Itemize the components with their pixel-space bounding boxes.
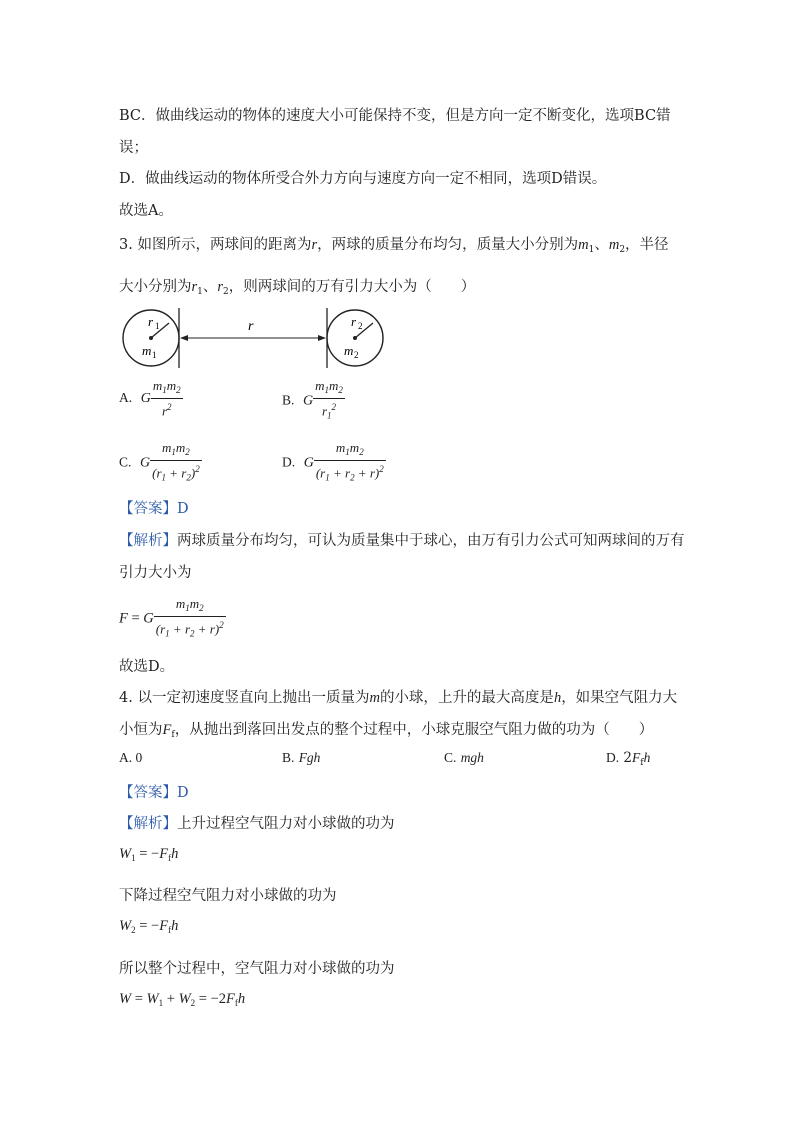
two-spheres-diagram: [118, 305, 388, 371]
equation-gravity: F = G $\frac{m_1m_2}{(r_1 + r_2 + r)^2}$: [119, 596, 224, 639]
text-total: 所以整个过程中，空气阻力对小球做的功为: [119, 961, 395, 977]
option-3d: D. G $\frac{m_1m_2}{(r_1 + r_2 + r)^2}$: [282, 440, 384, 483]
paragraph-bc: BC．做曲线运动的物体的速度大小可能保持不变，但是方向一定不断变化，选项BC错: [119, 108, 671, 124]
option-4b: B. Fgh: [282, 750, 321, 765]
option-3a: A. G $\frac{m_1m_2}{r^2}$: [119, 378, 181, 419]
analysis-3-line-1: 【解析】两球质量分布均匀，可认为质量集中于球心，由万有引力公式可知两球间的万有: [119, 533, 685, 549]
svg-text:1: 1: [152, 350, 157, 360]
label-m2: m: [344, 343, 354, 358]
svg-text:2: 2: [358, 321, 363, 331]
text-downward: 下降过程空气阻力对小球做的功为: [119, 888, 337, 904]
answer-4: 【答案】D: [119, 785, 189, 801]
question-4-line-1: 4. 以一定初速度竖直向上抛出一质量为m的小球，上升的最大高度是h，如果空气阻力大: [119, 690, 678, 706]
option-4d: D. $2F_fh$: [606, 750, 651, 768]
equation-w-total: $W = W_1 + W_2 = -2F_fh$: [119, 991, 246, 1008]
option-3c: C. G $\frac{m_1m_2}{(r_1 + r_2)^2}$: [119, 440, 200, 483]
label-r: r: [248, 319, 254, 334]
conclusion-q2: 故选A。: [119, 203, 173, 219]
svg-text:2: 2: [354, 350, 359, 360]
question-3-line-1: 3. 如图所示，两球间的距离为r，两球的质量分布均匀，质量大小分别为$m_1$、$m_2$，半径: [119, 237, 669, 255]
equation-w1: $W_1 = -F_fh$: [119, 846, 179, 863]
label-r2: r: [351, 314, 357, 329]
label-r1: r: [148, 314, 154, 329]
option-3b: B. G $\frac{m_1m_2}{r_1^2}$: [282, 378, 343, 421]
svg-text:1: 1: [155, 321, 160, 331]
answer-3: 【答案】D: [119, 501, 189, 517]
equation-w2: $W_2 = -F_fh$: [119, 918, 179, 935]
question-3-line-2: 大小分别为$r_1$、$r_2$，则两球间的万有引力大小为（ ）: [119, 279, 476, 297]
question-4-line-2: 小恒为$F_f$，从抛出到落回出发点的整个过程中，小球克服空气阻力做的功为（ ）: [119, 722, 654, 740]
analysis-3-line-2: 引力大小为: [119, 565, 192, 581]
option-4a: A. 0: [119, 750, 143, 765]
analysis-4-line-1: 【解析】上升过程空气阻力对小球做的功为: [119, 816, 395, 832]
paragraph-d: D．做曲线运动的物体所受合外力方向与速度方向一定不相同，选项D错误。: [119, 171, 607, 187]
option-4c: C. mgh: [444, 750, 484, 765]
conclusion-q3: 故选D。: [119, 659, 175, 675]
paragraph-bc-cont: 误；: [119, 140, 148, 156]
label-m1: m: [142, 343, 152, 358]
